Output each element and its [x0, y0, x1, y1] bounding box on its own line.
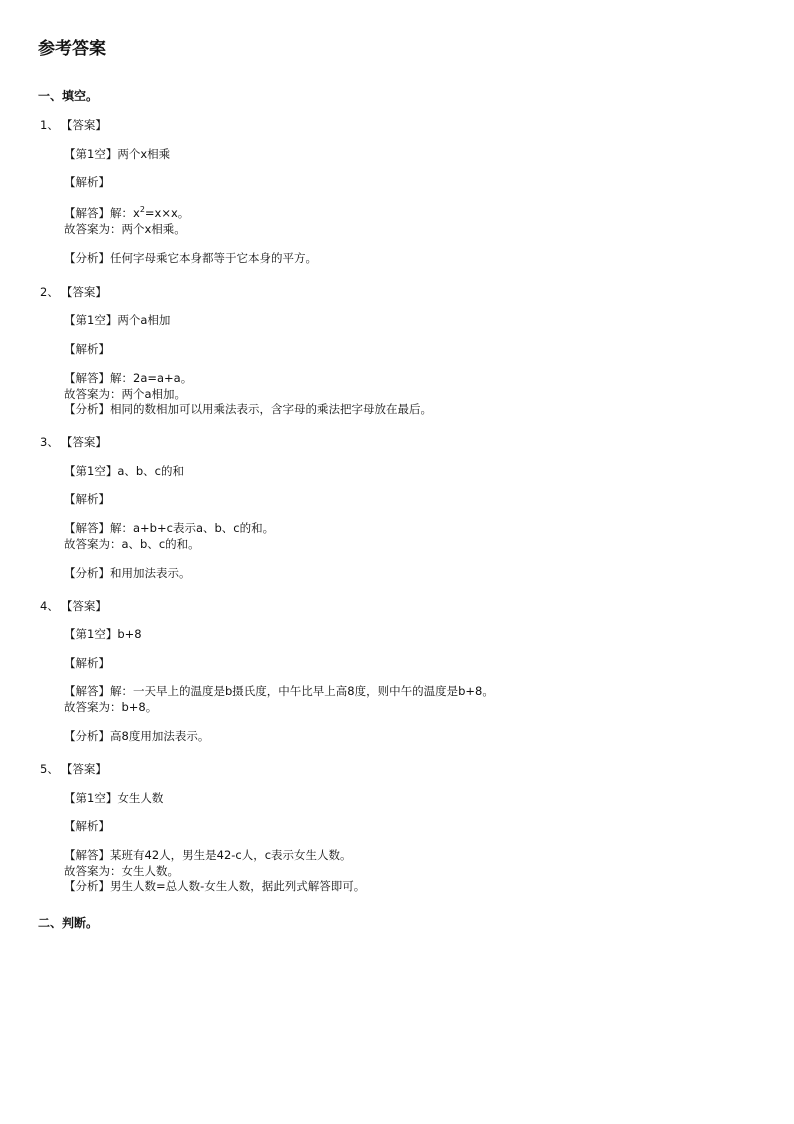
question-separator: 、	[47, 762, 59, 776]
solution-prefix: 【解答】解：x	[64, 206, 140, 220]
question-5-analysis-label: 【解析】	[64, 819, 110, 833]
question-1-analysis: 【分析】任何字母乘它本身都等于它本身的平方。	[64, 251, 317, 265]
question-separator: 、	[47, 118, 59, 132]
question-5-final-answer: 故答案为：女生人数。	[64, 864, 179, 878]
question-1-final-answer: 故答案为：两个x相乘。	[64, 222, 186, 236]
question-5-analysis: 【分析】男生人数=总人数-女生人数，据此列式解答即可。	[64, 879, 366, 893]
question-3-final-answer: 故答案为：a、b、c的和。	[64, 537, 200, 551]
question-4-final-answer: 故答案为：b+8。	[64, 700, 158, 714]
question-number: 4	[40, 599, 48, 613]
question-separator: 、	[47, 435, 59, 449]
solution-superscript: 2	[139, 205, 145, 214]
page-title: 参考答案	[38, 39, 106, 59]
question-2-solution: 【解答】解：2a=a+a。	[64, 371, 193, 385]
answer-label: 【答案】	[60, 118, 107, 132]
section-title-fill-in: 一、填空。	[38, 89, 99, 103]
question-number: 5	[40, 762, 48, 776]
question-4-solution: 【解答】解：一天早上的温度是b摄氏度，中午比早上高8度，则中午的温度是b+8。	[64, 684, 494, 698]
answer-label: 【答案】	[60, 435, 107, 449]
question-2-final-answer: 故答案为：两个a相加。	[64, 387, 187, 401]
question-4-blank: 【第1空】b+8	[64, 627, 142, 641]
question-1-solution	[64, 205, 189, 221]
question-number: 1	[40, 118, 48, 132]
question-1-analysis-label: 【解析】	[64, 175, 110, 189]
question-2-header	[40, 284, 107, 300]
question-5-header	[40, 761, 107, 777]
question-1-blank: 【第1空】两个x相乘	[64, 147, 171, 161]
answer-label: 【答案】	[60, 762, 107, 776]
question-separator: 、	[47, 599, 59, 613]
solution-suffix: =x×x。	[144, 206, 190, 220]
question-5-blank: 【第1空】女生人数	[64, 791, 164, 805]
section-title-true-false: 二、判断。	[38, 916, 99, 930]
question-3-header	[40, 434, 107, 450]
question-2-analysis: 【分析】相同的数相加可以用乘法表示，含字母的乘法把字母放在最后。	[64, 402, 432, 416]
question-number: 3	[40, 435, 48, 449]
question-3-analysis: 【分析】和用加法表示。	[64, 566, 191, 580]
question-4-header	[40, 598, 107, 614]
question-separator: 、	[47, 285, 59, 299]
question-1-header	[40, 117, 107, 133]
question-4-analysis-label: 【解析】	[64, 656, 110, 670]
question-2-blank: 【第1空】两个a相加	[64, 313, 171, 327]
answer-label: 【答案】	[60, 285, 107, 299]
question-4-analysis: 【分析】高8度用加法表示。	[64, 729, 210, 743]
question-2-analysis-label: 【解析】	[64, 342, 110, 356]
answer-label: 【答案】	[60, 599, 107, 613]
question-3-blank: 【第1空】a、b、c的和	[64, 464, 184, 478]
question-3-analysis-label: 【解析】	[64, 492, 110, 506]
question-number: 2	[40, 285, 48, 299]
question-5-solution: 【解答】某班有42人，男生是42-c人，c表示女生人数。	[64, 848, 352, 862]
question-3-solution: 【解答】解：a+b+c表示a、b、c的和。	[64, 521, 275, 535]
